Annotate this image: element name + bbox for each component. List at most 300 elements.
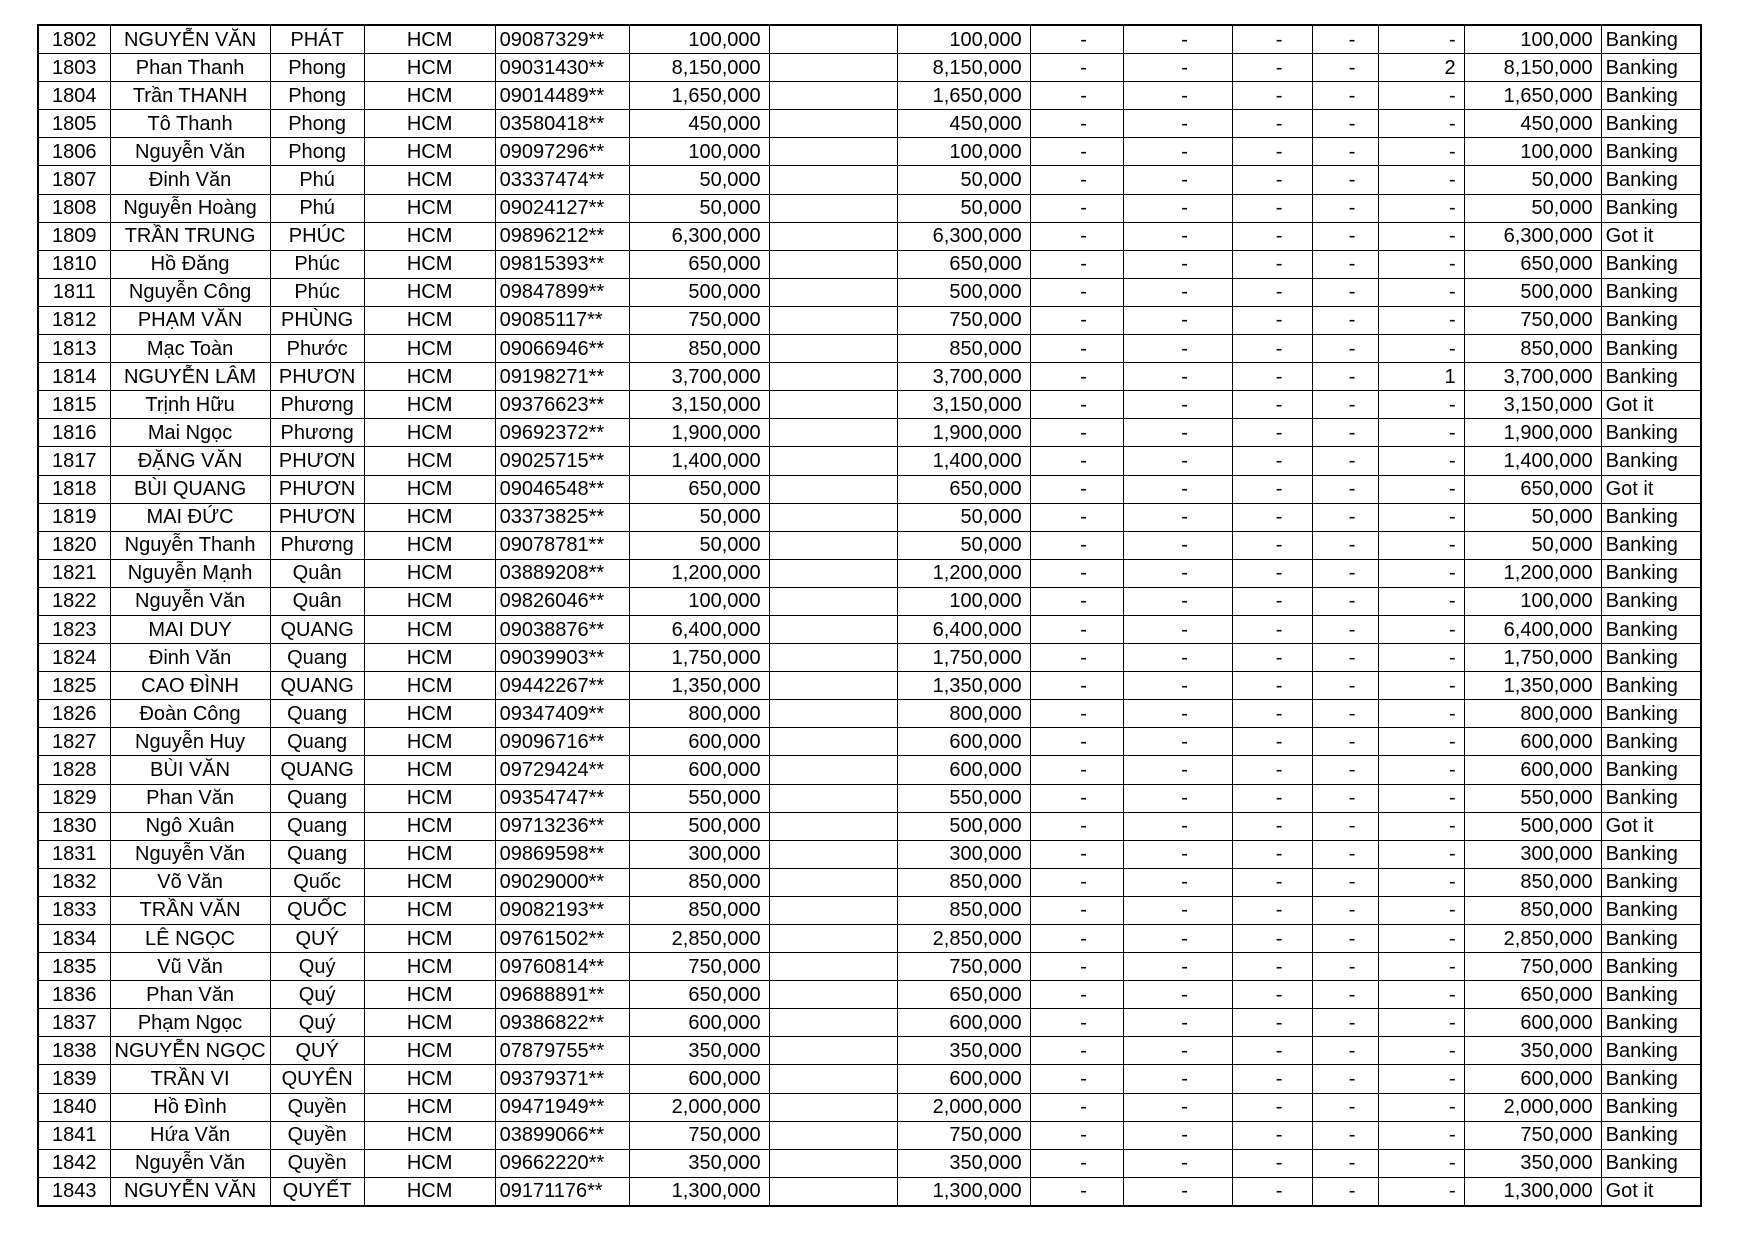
blank-cell [769, 672, 897, 700]
blank-cell [769, 82, 897, 110]
payment-method-cell: Banking [1601, 587, 1701, 615]
first-name-cell: Quý [270, 981, 364, 1009]
row-number-cell: 1828 [38, 756, 110, 784]
city-cell: HCM [364, 981, 495, 1009]
city-cell: HCM [364, 644, 495, 672]
dash-cell-2: - [1123, 756, 1232, 784]
count-cell: - [1378, 306, 1464, 334]
first-name-cell: Quý [270, 953, 364, 981]
city-cell: HCM [364, 475, 495, 503]
amount-cell: 6,400,000 [629, 615, 769, 643]
dash-cell-4: - [1312, 812, 1378, 840]
amount-total-cell: 3,700,000 [897, 363, 1030, 391]
last-middle-name-cell: Nguyễn Mạnh [110, 559, 270, 587]
final-amount-cell: 6,300,000 [1464, 222, 1601, 250]
table-row [38, 615, 1701, 643]
table-row [38, 1149, 1701, 1177]
dash-cell-1: - [1030, 559, 1123, 587]
dash-cell-1: - [1030, 812, 1123, 840]
dash-cell-1: - [1030, 615, 1123, 643]
blank-cell [769, 419, 897, 447]
phone-cell: 09688891** [495, 981, 629, 1009]
dash-cell-3: - [1232, 1065, 1312, 1093]
row-number-cell: 1805 [38, 110, 110, 138]
dash-cell-1: - [1030, 1149, 1123, 1177]
table-row [38, 25, 1701, 54]
dash-cell-3: - [1232, 756, 1312, 784]
last-middle-name-cell: ĐẶNG VĂN [110, 447, 270, 475]
table-row [38, 363, 1701, 391]
payment-method-cell: Banking [1601, 784, 1701, 812]
final-amount-cell: 750,000 [1464, 1121, 1601, 1149]
dash-cell-3: - [1232, 981, 1312, 1009]
first-name-cell: Quang [270, 728, 364, 756]
first-name-cell: Quang [270, 700, 364, 728]
phone-cell: 09038876** [495, 615, 629, 643]
dash-cell-4: - [1312, 784, 1378, 812]
dash-cell-2: - [1123, 812, 1232, 840]
count-cell: - [1378, 250, 1464, 278]
amount-total-cell: 350,000 [897, 1149, 1030, 1177]
amount-cell: 750,000 [629, 1121, 769, 1149]
amount-total-cell: 100,000 [897, 138, 1030, 166]
last-middle-name-cell: NGUYỄN NGỌC [110, 1037, 270, 1065]
final-amount-cell: 2,850,000 [1464, 925, 1601, 953]
phone-cell: 03889208** [495, 559, 629, 587]
first-name-cell: Quyền [270, 1121, 364, 1149]
final-amount-cell: 850,000 [1464, 868, 1601, 896]
last-middle-name-cell: Phan Văn [110, 784, 270, 812]
count-cell: - [1378, 391, 1464, 419]
row-number-cell: 1843 [38, 1177, 110, 1206]
first-name-cell: Phú [270, 166, 364, 194]
final-amount-cell: 50,000 [1464, 166, 1601, 194]
dash-cell-2: - [1123, 1177, 1232, 1206]
table-row [38, 419, 1701, 447]
dash-cell-4: - [1312, 896, 1378, 924]
city-cell: HCM [364, 1149, 495, 1177]
last-middle-name-cell: NGUYỄN VĂN [110, 25, 270, 54]
row-number-cell: 1838 [38, 1037, 110, 1065]
table-row [38, 54, 1701, 82]
amount-total-cell: 50,000 [897, 531, 1030, 559]
dash-cell-3: - [1232, 587, 1312, 615]
dash-cell-3: - [1232, 1093, 1312, 1121]
dash-cell-2: - [1123, 1065, 1232, 1093]
dash-cell-2: - [1123, 194, 1232, 222]
first-name-cell: Phúc [270, 278, 364, 306]
row-number-cell: 1823 [38, 615, 110, 643]
city-cell: HCM [364, 447, 495, 475]
blank-cell [769, 194, 897, 222]
last-middle-name-cell: Mạc Toàn [110, 335, 270, 363]
table-row [38, 1093, 1701, 1121]
table-row [38, 587, 1701, 615]
final-amount-cell: 1,750,000 [1464, 644, 1601, 672]
payment-method-cell: Banking [1601, 840, 1701, 868]
first-name-cell: Quang [270, 784, 364, 812]
amount-cell: 450,000 [629, 110, 769, 138]
first-name-cell: QUANG [270, 756, 364, 784]
amount-cell: 500,000 [629, 812, 769, 840]
city-cell: HCM [364, 559, 495, 587]
count-cell: - [1378, 587, 1464, 615]
first-name-cell: QUÝ [270, 925, 364, 953]
dash-cell-4: - [1312, 644, 1378, 672]
city-cell: HCM [364, 868, 495, 896]
dash-cell-3: - [1232, 644, 1312, 672]
first-name-cell: QUANG [270, 615, 364, 643]
blank-cell [769, 840, 897, 868]
amount-total-cell: 750,000 [897, 306, 1030, 334]
dash-cell-3: - [1232, 1037, 1312, 1065]
amount-total-cell: 1,650,000 [897, 82, 1030, 110]
phone-cell: 09029000** [495, 868, 629, 896]
dash-cell-1: - [1030, 363, 1123, 391]
table-row [38, 391, 1701, 419]
dash-cell-3: - [1232, 531, 1312, 559]
last-middle-name-cell: Mai Ngọc [110, 419, 270, 447]
payment-method-cell: Banking [1601, 250, 1701, 278]
final-amount-cell: 3,150,000 [1464, 391, 1601, 419]
blank-cell [769, 1121, 897, 1149]
amount-total-cell: 1,300,000 [897, 1177, 1030, 1206]
phone-cell: 09761502** [495, 925, 629, 953]
dash-cell-3: - [1232, 166, 1312, 194]
amount-cell: 1,400,000 [629, 447, 769, 475]
amount-cell: 3,150,000 [629, 391, 769, 419]
blank-cell [769, 391, 897, 419]
amount-total-cell: 450,000 [897, 110, 1030, 138]
dash-cell-2: - [1123, 110, 1232, 138]
dash-cell-2: - [1123, 531, 1232, 559]
dash-cell-4: - [1312, 1065, 1378, 1093]
dash-cell-1: - [1030, 54, 1123, 82]
first-name-cell: Quốc [270, 868, 364, 896]
table-row [38, 1009, 1701, 1037]
final-amount-cell: 1,400,000 [1464, 447, 1601, 475]
payment-method-cell: Banking [1601, 194, 1701, 222]
phone-cell: 09815393** [495, 250, 629, 278]
amount-cell: 1,350,000 [629, 672, 769, 700]
payment-method-cell: Banking [1601, 1037, 1701, 1065]
blank-cell [769, 896, 897, 924]
last-middle-name-cell: TRẦN VĂN [110, 896, 270, 924]
dash-cell-1: - [1030, 896, 1123, 924]
dash-cell-2: - [1123, 250, 1232, 278]
phone-cell: 09692372** [495, 419, 629, 447]
last-middle-name-cell: Nguyễn Văn [110, 587, 270, 615]
dash-cell-1: - [1030, 250, 1123, 278]
amount-cell: 1,200,000 [629, 559, 769, 587]
blank-cell [769, 1177, 897, 1206]
final-amount-cell: 850,000 [1464, 896, 1601, 924]
phone-cell: 09096716** [495, 728, 629, 756]
count-cell: - [1378, 840, 1464, 868]
blank-cell [769, 868, 897, 896]
city-cell: HCM [364, 728, 495, 756]
row-number-cell: 1822 [38, 587, 110, 615]
amount-cell: 350,000 [629, 1149, 769, 1177]
final-amount-cell: 550,000 [1464, 784, 1601, 812]
payment-method-cell: Got it [1601, 475, 1701, 503]
amount-cell: 1,900,000 [629, 419, 769, 447]
dash-cell-3: - [1232, 110, 1312, 138]
payment-method-cell: Banking [1601, 868, 1701, 896]
city-cell: HCM [364, 531, 495, 559]
table-row [38, 503, 1701, 531]
payment-method-cell: Banking [1601, 728, 1701, 756]
table-row [38, 1065, 1701, 1093]
row-number-cell: 1807 [38, 166, 110, 194]
table-row [38, 840, 1701, 868]
count-cell: - [1378, 166, 1464, 194]
table-row [38, 335, 1701, 363]
payment-method-cell: Got it [1601, 812, 1701, 840]
row-number-cell: 1810 [38, 250, 110, 278]
row-number-cell: 1820 [38, 531, 110, 559]
blank-cell [769, 278, 897, 306]
city-cell: HCM [364, 250, 495, 278]
row-number-cell: 1809 [38, 222, 110, 250]
dash-cell-2: - [1123, 840, 1232, 868]
table-row [38, 1121, 1701, 1149]
phone-cell: 09847899** [495, 278, 629, 306]
phone-cell: 09896212** [495, 222, 629, 250]
phone-cell: 09713236** [495, 812, 629, 840]
count-cell: - [1378, 138, 1464, 166]
amount-cell: 850,000 [629, 896, 769, 924]
payment-method-cell: Banking [1601, 559, 1701, 587]
city-cell: HCM [364, 503, 495, 531]
last-middle-name-cell: Hồ Đình [110, 1093, 270, 1121]
phone-cell: 09760814** [495, 953, 629, 981]
blank-cell [769, 587, 897, 615]
final-amount-cell: 600,000 [1464, 756, 1601, 784]
count-cell: - [1378, 812, 1464, 840]
table-row [38, 447, 1701, 475]
city-cell: HCM [364, 110, 495, 138]
amount-total-cell: 50,000 [897, 166, 1030, 194]
payment-method-cell: Banking [1601, 953, 1701, 981]
amount-cell: 1,650,000 [629, 82, 769, 110]
row-number-cell: 1840 [38, 1093, 110, 1121]
blank-cell [769, 953, 897, 981]
dash-cell-2: - [1123, 1121, 1232, 1149]
dash-cell-1: - [1030, 840, 1123, 868]
amount-cell: 50,000 [629, 531, 769, 559]
payment-method-cell: Banking [1601, 644, 1701, 672]
amount-cell: 750,000 [629, 306, 769, 334]
city-cell: HCM [364, 784, 495, 812]
table-row [38, 925, 1701, 953]
row-number-cell: 1841 [38, 1121, 110, 1149]
blank-cell [769, 166, 897, 194]
first-name-cell: Quân [270, 559, 364, 587]
count-cell: - [1378, 1009, 1464, 1037]
row-number-cell: 1816 [38, 419, 110, 447]
dash-cell-4: - [1312, 700, 1378, 728]
last-middle-name-cell: Hứa Văn [110, 1121, 270, 1149]
dash-cell-2: - [1123, 82, 1232, 110]
first-name-cell: QUÝ [270, 1037, 364, 1065]
count-cell: 1 [1378, 363, 1464, 391]
row-number-cell: 1815 [38, 391, 110, 419]
count-cell: - [1378, 447, 1464, 475]
final-amount-cell: 600,000 [1464, 1065, 1601, 1093]
table-row [38, 166, 1701, 194]
amount-cell: 350,000 [629, 1037, 769, 1065]
dash-cell-1: - [1030, 25, 1123, 54]
phone-cell: 09826046** [495, 587, 629, 615]
first-name-cell: Quyền [270, 1149, 364, 1177]
phone-cell: 09025715** [495, 447, 629, 475]
payment-method-cell: Banking [1601, 447, 1701, 475]
amount-cell: 1,750,000 [629, 644, 769, 672]
dash-cell-2: - [1123, 222, 1232, 250]
amount-total-cell: 650,000 [897, 475, 1030, 503]
payment-method-cell: Banking [1601, 531, 1701, 559]
amount-total-cell: 3,150,000 [897, 391, 1030, 419]
dash-cell-1: - [1030, 784, 1123, 812]
first-name-cell: Quyền [270, 1093, 364, 1121]
city-cell: HCM [364, 82, 495, 110]
phone-cell: 09662220** [495, 1149, 629, 1177]
count-cell: - [1378, 925, 1464, 953]
first-name-cell: Phong [270, 82, 364, 110]
dash-cell-3: - [1232, 335, 1312, 363]
dash-cell-4: - [1312, 475, 1378, 503]
city-cell: HCM [364, 363, 495, 391]
count-cell: - [1378, 896, 1464, 924]
final-amount-cell: 8,150,000 [1464, 54, 1601, 82]
row-number-cell: 1826 [38, 700, 110, 728]
table-row [38, 672, 1701, 700]
table-row [38, 250, 1701, 278]
city-cell: HCM [364, 306, 495, 334]
dash-cell-4: - [1312, 222, 1378, 250]
phone-cell: 09376623** [495, 391, 629, 419]
dash-cell-1: - [1030, 194, 1123, 222]
last-middle-name-cell: MAI DUY [110, 615, 270, 643]
dash-cell-4: - [1312, 25, 1378, 54]
dash-cell-2: - [1123, 784, 1232, 812]
dash-cell-4: - [1312, 1177, 1378, 1206]
amount-total-cell: 850,000 [897, 335, 1030, 363]
dash-cell-3: - [1232, 391, 1312, 419]
dash-cell-3: - [1232, 82, 1312, 110]
first-name-cell: PHÙNG [270, 306, 364, 334]
dash-cell-4: - [1312, 1009, 1378, 1037]
count-cell: - [1378, 1093, 1464, 1121]
amount-total-cell: 650,000 [897, 981, 1030, 1009]
dash-cell-2: - [1123, 1009, 1232, 1037]
city-cell: HCM [364, 54, 495, 82]
city-cell: HCM [364, 953, 495, 981]
phone-cell: 09024127** [495, 194, 629, 222]
row-number-cell: 1812 [38, 306, 110, 334]
phone-cell: 09039903** [495, 644, 629, 672]
row-number-cell: 1833 [38, 896, 110, 924]
amount-total-cell: 850,000 [897, 868, 1030, 896]
dash-cell-3: - [1232, 812, 1312, 840]
dash-cell-3: - [1232, 615, 1312, 643]
amount-cell: 600,000 [629, 1009, 769, 1037]
amount-cell: 600,000 [629, 1065, 769, 1093]
amount-total-cell: 350,000 [897, 1037, 1030, 1065]
dash-cell-3: - [1232, 194, 1312, 222]
amount-total-cell: 2,850,000 [897, 925, 1030, 953]
payment-method-cell: Banking [1601, 166, 1701, 194]
dash-cell-1: - [1030, 531, 1123, 559]
dash-cell-1: - [1030, 925, 1123, 953]
phone-cell: 09031430** [495, 54, 629, 82]
dash-cell-2: - [1123, 475, 1232, 503]
amount-cell: 650,000 [629, 475, 769, 503]
dash-cell-3: - [1232, 222, 1312, 250]
dash-cell-4: - [1312, 335, 1378, 363]
dash-cell-4: - [1312, 868, 1378, 896]
row-number-cell: 1842 [38, 1149, 110, 1177]
final-amount-cell: 600,000 [1464, 728, 1601, 756]
dash-cell-1: - [1030, 82, 1123, 110]
table-row [38, 896, 1701, 924]
blank-cell [769, 756, 897, 784]
row-number-cell: 1827 [38, 728, 110, 756]
city-cell: HCM [364, 419, 495, 447]
final-amount-cell: 3,700,000 [1464, 363, 1601, 391]
final-amount-cell: 100,000 [1464, 25, 1601, 54]
dash-cell-2: - [1123, 54, 1232, 82]
dash-cell-4: - [1312, 672, 1378, 700]
dash-cell-1: - [1030, 419, 1123, 447]
dash-cell-4: - [1312, 194, 1378, 222]
blank-cell [769, 615, 897, 643]
dash-cell-3: - [1232, 54, 1312, 82]
final-amount-cell: 500,000 [1464, 278, 1601, 306]
table-row [38, 559, 1701, 587]
amount-cell: 50,000 [629, 194, 769, 222]
dash-cell-2: - [1123, 1037, 1232, 1065]
final-amount-cell: 650,000 [1464, 475, 1601, 503]
city-cell: HCM [364, 812, 495, 840]
amount-total-cell: 100,000 [897, 587, 1030, 615]
last-middle-name-cell: Nguyễn Thanh [110, 531, 270, 559]
blank-cell [769, 447, 897, 475]
row-number-cell: 1834 [38, 925, 110, 953]
payment-method-cell: Banking [1601, 278, 1701, 306]
first-name-cell: PHÚC [270, 222, 364, 250]
amount-cell: 1,300,000 [629, 1177, 769, 1206]
dash-cell-2: - [1123, 503, 1232, 531]
amount-total-cell: 500,000 [897, 812, 1030, 840]
blank-cell [769, 222, 897, 250]
table-row [38, 756, 1701, 784]
dash-cell-4: - [1312, 306, 1378, 334]
row-number-cell: 1836 [38, 981, 110, 1009]
phone-cell: 09087329** [495, 25, 629, 54]
first-name-cell: PHƯƠN [270, 475, 364, 503]
dash-cell-4: - [1312, 559, 1378, 587]
amount-cell: 500,000 [629, 278, 769, 306]
final-amount-cell: 350,000 [1464, 1149, 1601, 1177]
dash-cell-1: - [1030, 672, 1123, 700]
city-cell: HCM [364, 587, 495, 615]
payment-method-cell: Banking [1601, 1149, 1701, 1177]
city-cell: HCM [364, 194, 495, 222]
first-name-cell: PHÁT [270, 25, 364, 54]
table-row [38, 981, 1701, 1009]
